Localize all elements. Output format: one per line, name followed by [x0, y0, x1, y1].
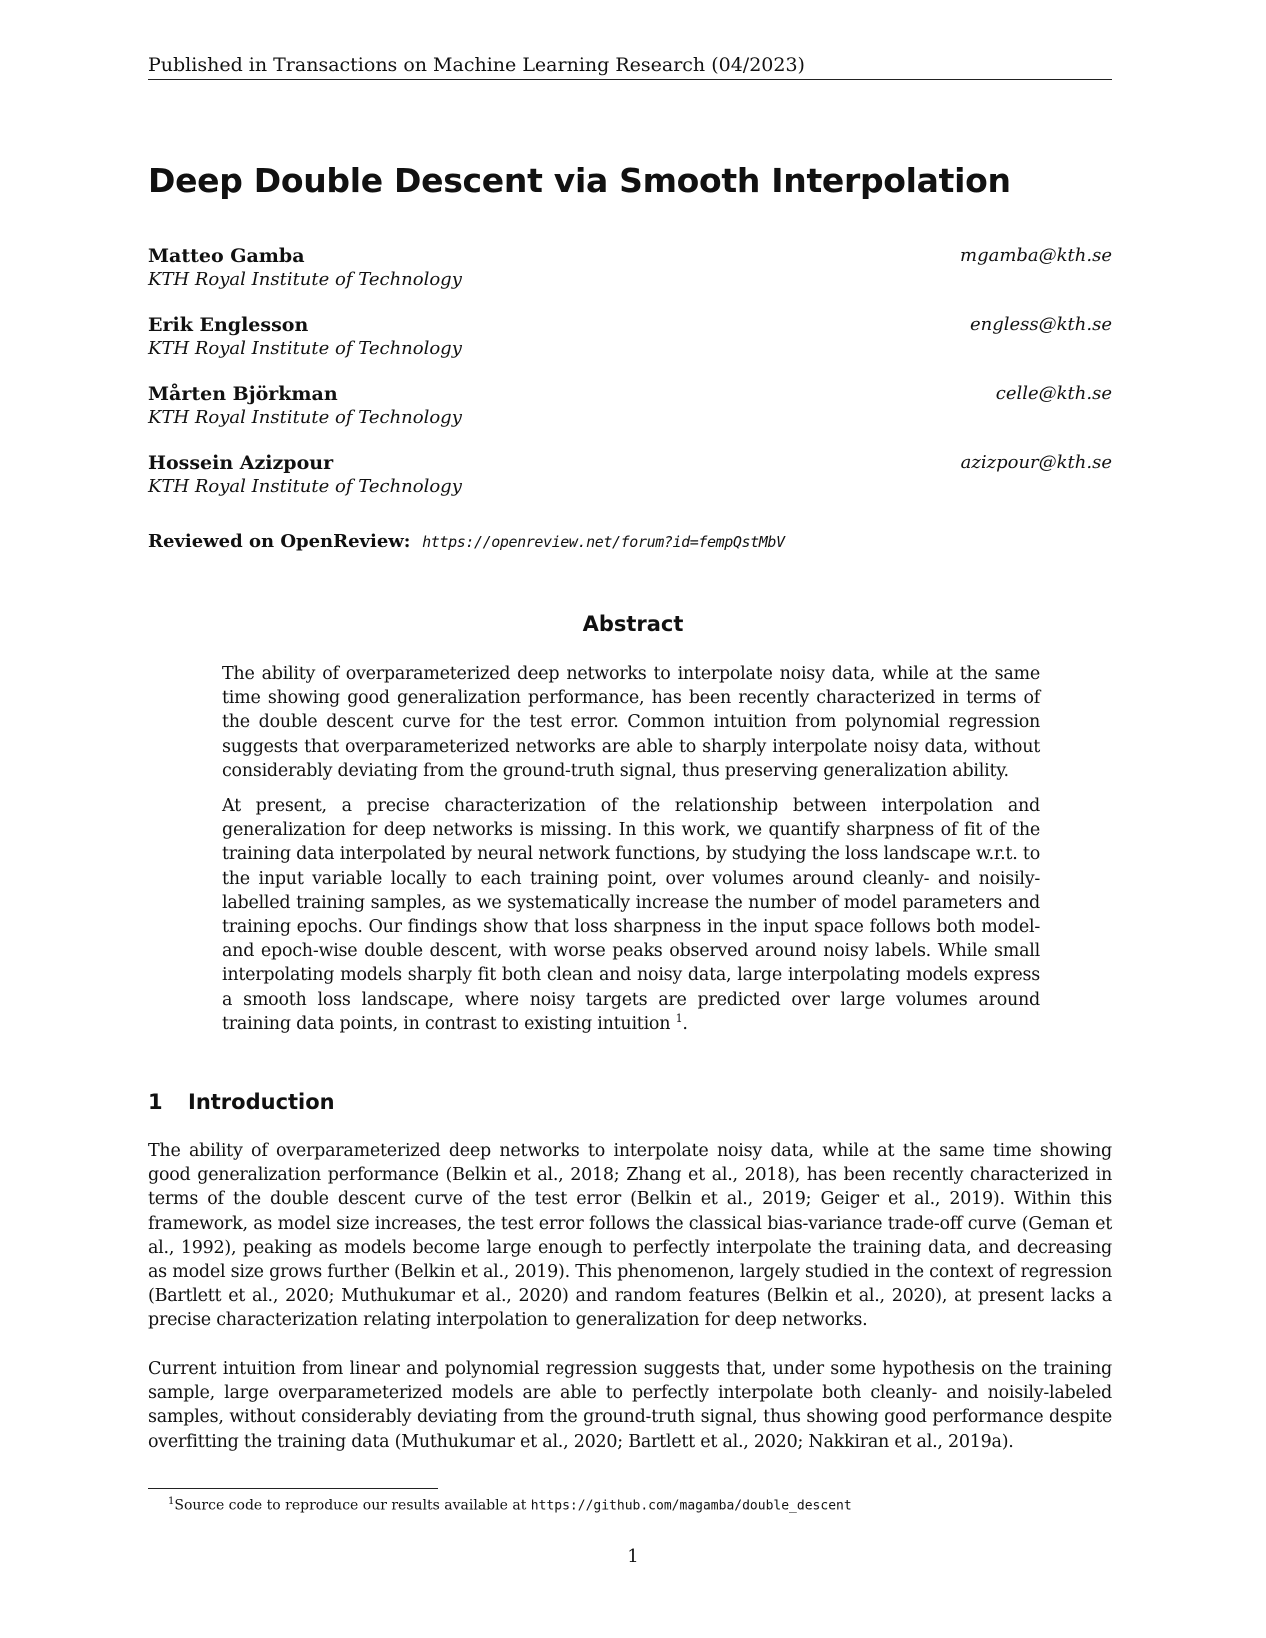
author-email: engless@kth.se: [970, 314, 1112, 335]
abstract-paragraph: [222, 794, 1040, 1036]
paper-title: Deep Double Descent via Smooth Interpolation: [148, 161, 1011, 200]
section-title: Introduction: [188, 1090, 335, 1114]
author-name: Matteo Gamba: [148, 245, 305, 267]
abstract-heading: Abstract: [582, 612, 684, 636]
review-label: Reviewed on OpenReview:: [148, 531, 411, 552]
author-email: celle@kth.se: [995, 383, 1112, 404]
author-name: Erik Englesson: [148, 314, 309, 336]
footnote: [148, 1492, 1112, 1517]
body-paragraph: Current intuition from linear and polynomial regression suggests that, under some hypothesis on the training sample, large overparameterized models are able to perfectly interpolate both cleanly- and noisily-labeled samples, without considerably deviating from the ground-truth signal, thus showing good performance despite overfitting the training data (Muthukumar et al., 2020; Bartlett et al., 2020; Nakkiran et al., 2019a).: [148, 1359, 1112, 1452]
page-number: 1: [627, 1546, 639, 1567]
author-email: mgamba@kth.se: [960, 245, 1112, 266]
footnote-text: Source code to reproduce our results available at: [174, 1497, 531, 1514]
section-heading: [148, 1089, 335, 1115]
footnote-mark: 1: [168, 1496, 175, 1507]
abstract-period: .: [682, 1013, 688, 1034]
author-name: Mårten Björkman: [148, 383, 338, 405]
author-affiliation: KTH Royal Institute of Technology: [148, 269, 462, 290]
section-number: 1: [148, 1090, 163, 1114]
author-block: [148, 382, 1112, 432]
openreview-link[interactable]: https://openreview.net/forum?id=fempQstMbV: [422, 533, 785, 551]
review-line: [148, 530, 785, 554]
author-email: azizpour@kth.se: [960, 452, 1112, 473]
running-header: Published in Transactions on Machine Learning Research (04/2023): [148, 52, 1112, 80]
body-paragraph: The ability of overparameterized deep networks to interpolate noisy data, while at the same time showing good generalization performance (Belkin et al., 2018; Zhang et al., 2018), has been recently characterized in terms of the double descent curve of the test error (Belkin et al., 2019; Geiger et al., 2019). Within this framework, as model size increases, the test error follows the classical bias-variance trade-off curve (Geman et al., 1992), peaking as models become large enough to perfectly interpolate the training data, and decreasing as model size grows further (Belkin et al., 2019). This phenomenon, largely studied in the context of regression (Bartlett et al., 2020; Muthukumar et al., 2020) and random features (Belkin et al., 2020), at present lacks a precise characterization relating interpolation to generalization for deep networks.: [148, 1141, 1112, 1331]
author-name: Hossein Azizpour: [148, 452, 334, 474]
abstract-text: At present, a precise characterization of the relationship between interpolation and generalization for deep networks is missing. In this work, we quantify sharpness of fit of the training data interpolated by neural network functions, by studying the loss landscape w.r.t. to the input variable locally to each training point, over volumes around cleanly- and noisily-labelled training samples, as we systematically increase the number of model parameters and training epochs. Our findings show that loss sharpness in the input space follows both model- and epoch-wise double descent, with worse peaks observed around noisy labels. While small interpolating models sharply fit both clean and noisy data, large interpolating models express a smooth loss landscape, where noisy targets are predicted over large volumes around training data points, in contrast to existing intuition: [222, 796, 1040, 1034]
github-link[interactable]: https://github.com/magamba/double_descent: [530, 1498, 852, 1514]
abstract-paragraph: The ability of overparameterized deep networks to interpolate noisy data, while at the same time showing good generalization performance, has been recently characterized in terms of the double descent curve for the test error. Common intuition from polynomial regression suggests that overparameterized networks are able to sharply interpolate noisy data, without considerably deviating from the ground-truth signal, thus preserving generalization ability.: [222, 664, 1040, 781]
author-block: [148, 244, 1112, 294]
footnote-rule: [148, 1488, 438, 1489]
author-affiliation: KTH Royal Institute of Technology: [148, 476, 462, 497]
author-affiliation: KTH Royal Institute of Technology: [148, 407, 462, 428]
footnote-ref[interactable]: 1: [675, 1012, 683, 1025]
author-block: [148, 313, 1112, 363]
author-affiliation: KTH Royal Institute of Technology: [148, 338, 462, 359]
author-block: [148, 451, 1112, 501]
